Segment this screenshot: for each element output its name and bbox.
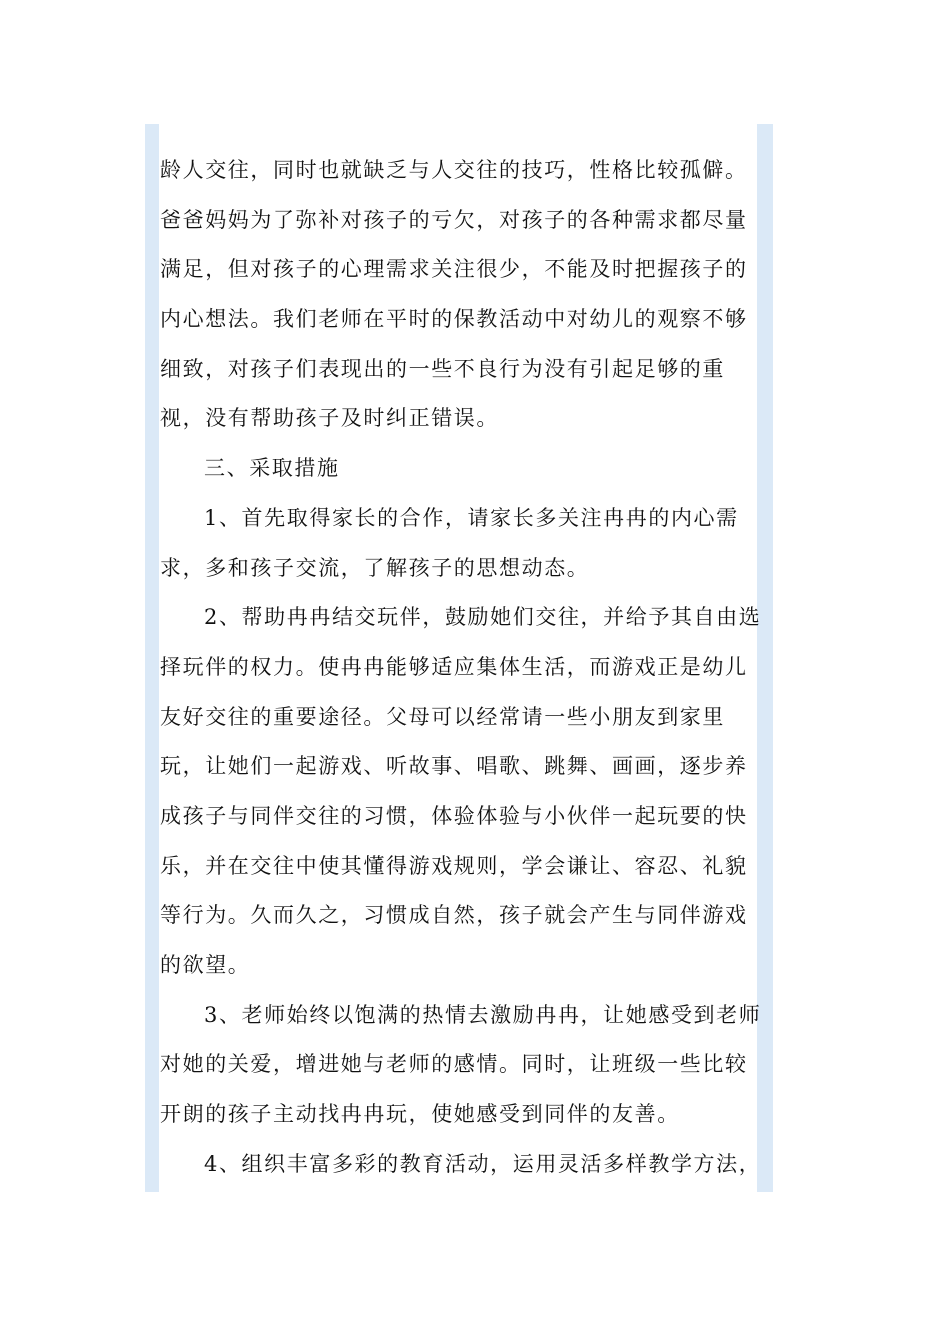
text-line: 的欲望。 bbox=[160, 953, 251, 977]
section-heading: 三、采取措施 bbox=[204, 456, 340, 481]
document-body bbox=[160, 146, 762, 1189]
text-line: 对她的关爱，增进她与老师的感情。同时，让班级一些比较 bbox=[160, 1052, 748, 1077]
left-accent-band bbox=[145, 124, 159, 1192]
text-line: 4、组织丰富多彩的教育活动，运用灵活多样教学方法， bbox=[204, 1151, 762, 1176]
text-line: 2、帮助冉冉结交玩伴，鼓励她们交往，并给予其自由选 bbox=[204, 605, 762, 630]
text-line: 玩，让她们一起游戏、听故事、唱歌、跳舞、画画，逐步养 bbox=[160, 754, 748, 779]
text-line: 友好交往的重要途径。父母可以经常请一些小朋友到家里 bbox=[160, 704, 725, 729]
text-line: 择玩伴的权力。使冉冉能够适应集体生活，而游戏正是幼儿 bbox=[160, 654, 748, 679]
text-line: 1、首先取得家长的合作，请家长多关注冉冉的内心需 bbox=[204, 505, 739, 530]
text-line: 满足，但对孩子的心理需求关注很少，不能及时把握孩子的 bbox=[160, 257, 748, 282]
text-line: 内心想法。我们老师在平时的保教活动中对幼儿的观察不够 bbox=[160, 307, 748, 332]
text-line: 求，多和孩子交流，了解孩子的思想动态。 bbox=[160, 555, 590, 580]
text-line: 龄人交往，同时也就缺乏与人交往的技巧，性格比较孤僻。 bbox=[160, 158, 748, 182]
text-line: 细致，对孩子们表现出的一些不良行为没有引起足够的重 bbox=[160, 356, 725, 381]
text-line: 视，没有帮助孩子及时纠正错误。 bbox=[160, 406, 499, 431]
text-line: 开朗的孩子主动找冉冉玩，使她感受到同伴的友善。 bbox=[160, 1102, 680, 1127]
text-line: 等行为。久而久之，习惯成自然，孩子就会产生与同伴游戏 bbox=[160, 903, 748, 928]
text-line: 3、老师始终以饱满的热情去激励冉冉，让她感受到老师 bbox=[204, 1002, 762, 1027]
text-line: 成孩子与同伴交往的习惯，体验体验与小伙伴一起玩要的快 bbox=[160, 803, 748, 828]
text-line: 乐，并在交往中使其懂得游戏规则，学会谦让、容忍、礼貌 bbox=[160, 853, 748, 878]
text-line: 爸爸妈妈为了弥补对孩子的亏欠，对孩子的各种需求都尽量 bbox=[160, 207, 748, 232]
